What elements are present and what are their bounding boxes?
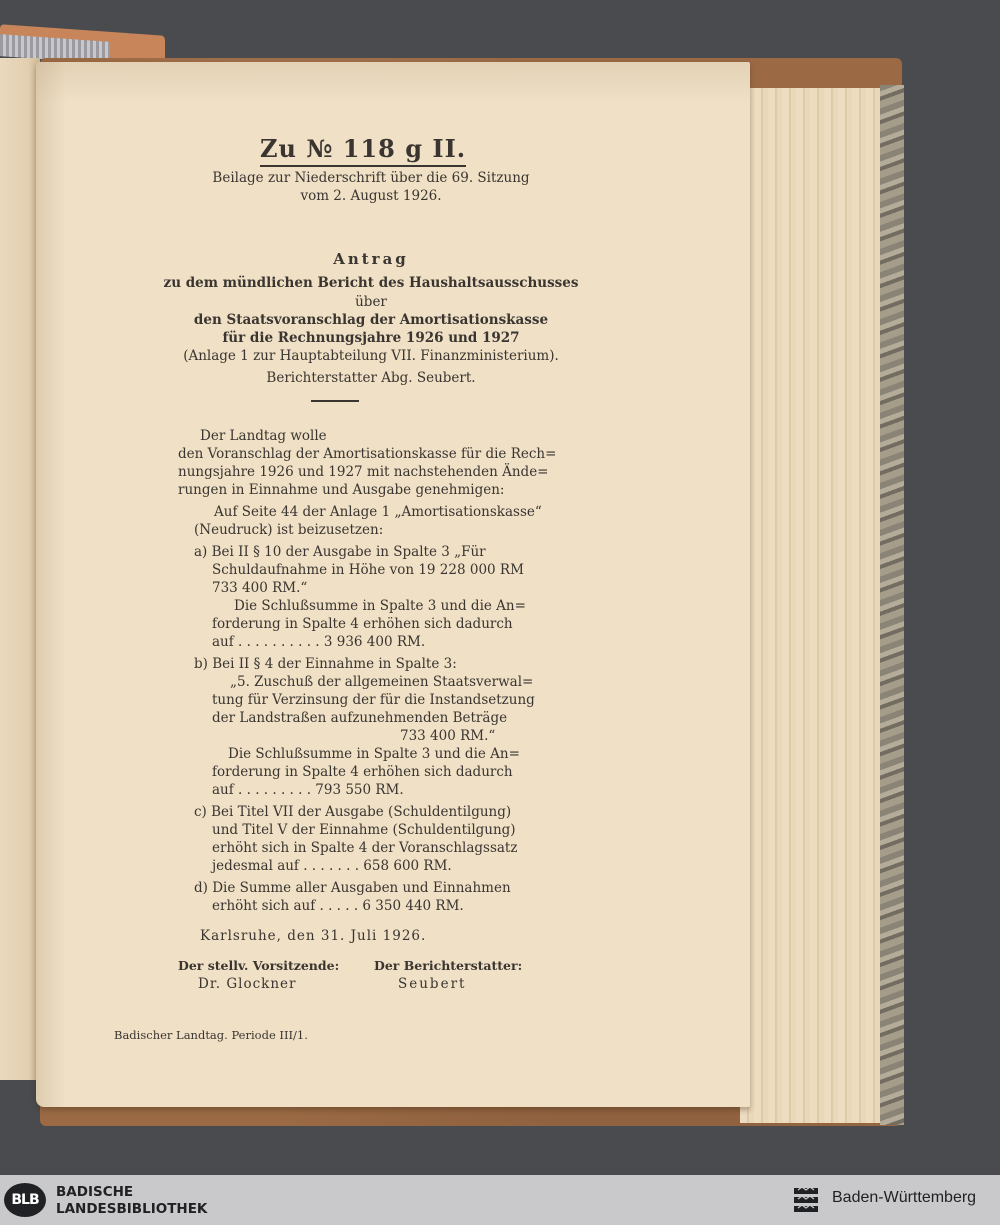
baden-wuerttemberg-lions-icon [790,1184,822,1216]
section-divider [311,400,359,402]
signature-left-title: Der stellv. Vorsitzende: [178,958,340,973]
body-line: Auf Seite 44 der Anlage 1 „Amortisationskasse“ [214,504,542,520]
body-line: rungen in Einnahme und Ausgabe genehmigen: [178,482,505,498]
body-line: forderung in Spalte 4 erhöhen sich dadurch [212,616,513,632]
library-name-line-1: BADISCHE [56,1184,134,1200]
body-line: Der Landtag wolle [200,428,327,444]
signature-right-title: Der Berichterstatter: [374,958,523,973]
document-page [36,62,750,1107]
body-line: Schuldaufnahme in Höhe von 19 228 000 RM [212,562,524,578]
body-line: nungsjahre 1926 und 1927 mit nachstehenden Ände= [178,464,549,480]
marbled-board [880,85,904,1125]
signature-left-name: Dr. Glockner [198,976,297,992]
blb-logo-icon: BLB [4,1183,46,1217]
body-line: der Landstraßen aufzunehmenden Beträge [212,710,508,726]
document-title: Zu № 118 g II. [260,134,466,167]
antrag-line-2: über [355,294,387,310]
body-line: 733 400 RM.“ [212,580,308,596]
page-footer-line: Badischer Landtag. Periode III/1. [114,1028,308,1042]
body-line: und Titel V der Einnahme (Schuldentilgung) [212,822,516,838]
body-line: (Neudruck) ist beizusetzen: [194,522,384,538]
body-line: erhöht sich in Spalte 4 der Voranschlagssatz [212,840,518,856]
body-line: erhöht sich auf . . . . . 6 350 440 RM. [212,898,464,914]
beilage-line-2: vom 2. August 1926. [300,188,442,204]
library-name [56,1184,207,1218]
body-line: Die Schlußsumme in Spalte 3 und die An= [234,598,526,614]
body-line: auf . . . . . . . . . 793 550 RM. [212,782,404,798]
body-line: „5. Zuschuß der allgemeinen Staatsverwal= [230,674,534,690]
body-line: b) Bei II § 4 der Einnahme in Spalte 3: [194,656,457,672]
left-page [0,58,40,1080]
body-line: den Voranschlag der Amortisationskasse für die Rech= [178,446,557,462]
antrag-heading: Antrag [333,250,409,268]
beilage-line-1: Beilage zur Niederschrift über die 69. Sitzung [212,170,530,186]
antrag-line-3: den Staatsvoranschlag der Amortisationskasse [193,312,549,328]
body-line: Die Schlußsumme in Spalte 3 und die An= [228,746,520,762]
body-line: d) Die Summe aller Ausgaben und Einnahmen [194,880,511,896]
body-line: auf . . . . . . . . . . 3 936 400 RM. [212,634,426,650]
body-line: jedesmal auf . . . . . . . 658 600 RM. [212,858,452,874]
body-line: tung für Verzinsung der für die Instandsetzung [212,692,535,708]
body-line: 733 400 RM.“ [400,728,496,744]
place-date-line: Karlsruhe, den 31. Juli 1926. [200,928,427,944]
state-name: Baden-Württemberg [832,1189,977,1206]
antrag-line-1: zu dem mündlichen Bericht des Haushaltsausschusses [163,275,579,291]
body-line: a) Bei II § 10 der Ausgabe in Spalte 3 „Für [194,544,486,560]
body-line: c) Bei Titel VII der Ausgabe (Schuldentilgung) [194,804,512,820]
viewer-footer [0,1175,1000,1225]
antrag-line-6: Berichterstatter Abg. Seubert. [266,370,476,386]
page-edges [740,88,880,1123]
antrag-line-5: (Anlage 1 zur Hauptabteilung VII. Finanzministerium). [183,348,559,364]
signature-right-name: Seubert [398,976,467,992]
library-name-line-2: LANDESBIBLIOTHEK [56,1201,208,1217]
body-line: forderung in Spalte 4 erhöhen sich dadurch [212,764,513,780]
antrag-line-4: für die Rechnungsjahre 1926 und 1927 [222,330,520,346]
